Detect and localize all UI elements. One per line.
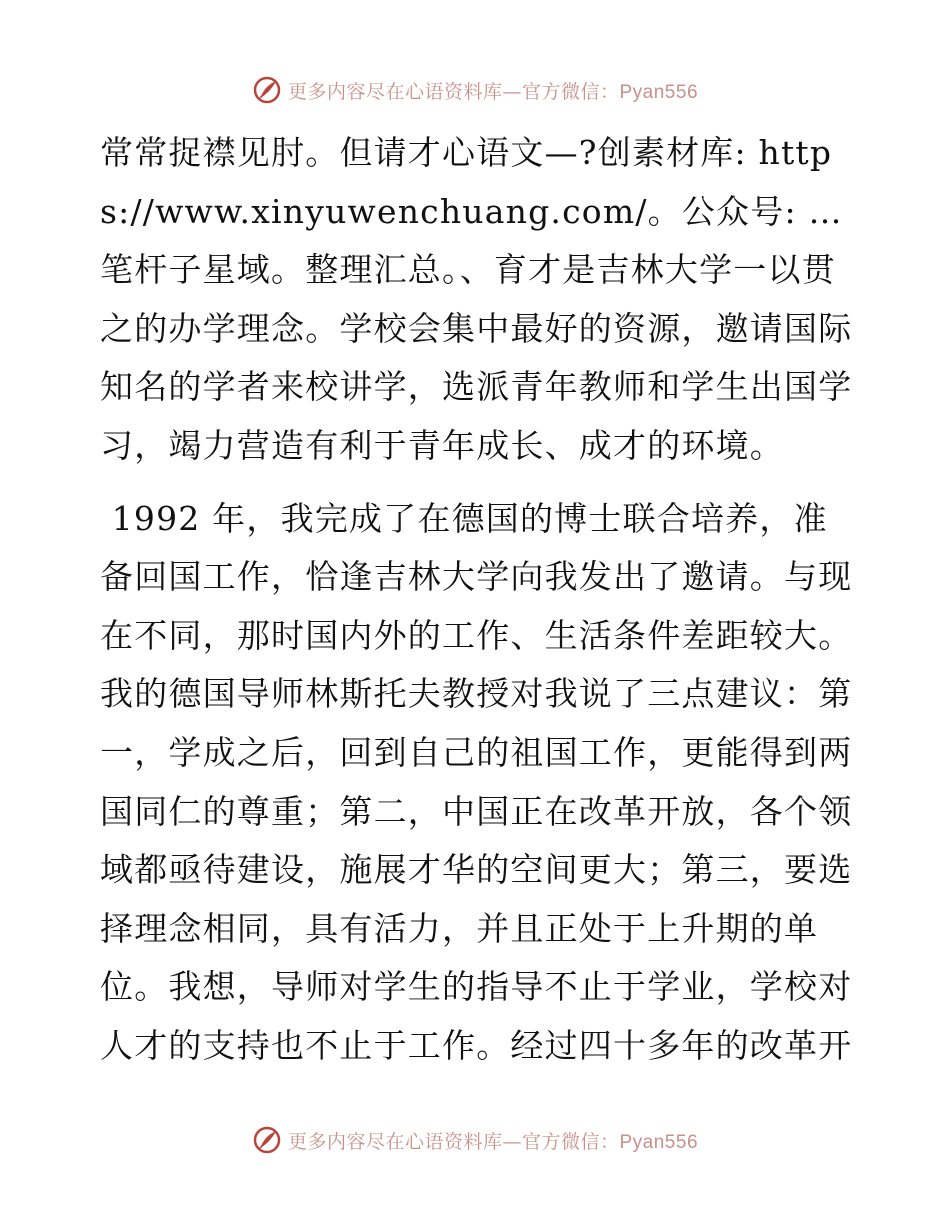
quill-logo-icon <box>252 75 282 105</box>
quill-logo-icon <box>252 1125 282 1155</box>
wechat-id: Pyan556 <box>619 1131 699 1153</box>
wechat-id: Pyan556 <box>619 81 699 103</box>
paragraph-1: 常常捉襟见肘。但请才心语文—?创素材库: https://www.xinyuwenchuang.com/。公众号: …笔杆子星域。整理汇总。、育才是吉林大学一以贯之的办学理念。学校会集中最好的资源，邀请国际知名的学者来校讲学，选派青年教师和学生出国学习，竭力营造有利于青年成长、成才的环境。 <box>100 133 853 465</box>
header-watermark <box>0 70 950 110</box>
document-body <box>100 124 860 1076</box>
watermark-text: 更多内容尽在心语资料库—官方微信：Pyan556 <box>287 80 699 103</box>
paragraph-2: 1992 年，我完成了在德国的博士联合培养，准备回国工作，恰逢吉林大学向我发出了邀请。与现在不同，那时国内外的工作、生活条件差距较大。我的德国导师林斯托夫教授对我说了三点建议：第一，学成之后，回到自己的祖国工作，更能得到两国同仁的尊重；第二，中国正在改革开放，各个领域都亟待建设，施展才华的空间更大；第三，要选择理念相同，具有活力，并且正处于上升期的单位。我想，导师对学生的指导不止于学业，学校对人才的支持也不止于工作。经过四十多年的改革开 <box>100 498 853 1065</box>
footer-watermark <box>0 1120 950 1160</box>
watermark-text: 更多内容尽在心语资料库—官方微信：Pyan556 <box>287 1130 699 1153</box>
